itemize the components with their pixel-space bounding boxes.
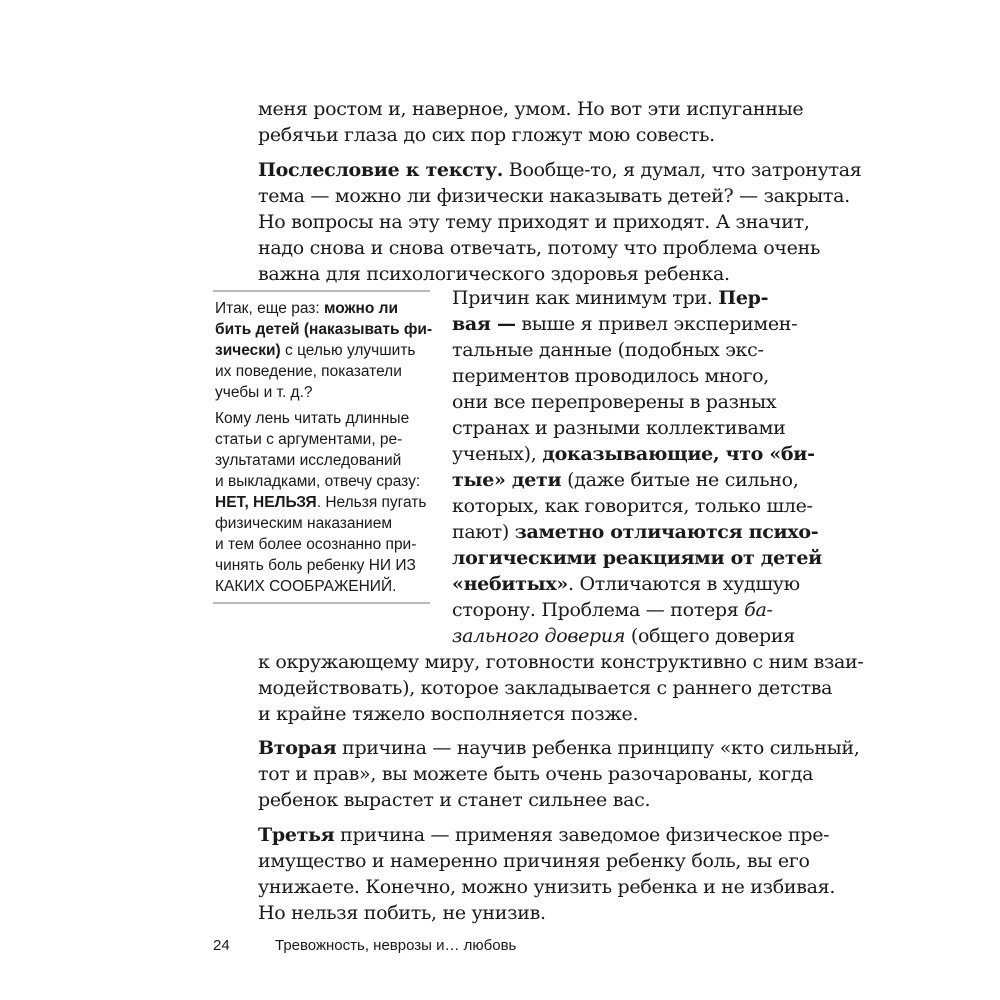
sidebar-top-rule: [213, 290, 430, 292]
column-text: . Отличаются в худшую: [567, 573, 800, 595]
sidebar-line: зультатами исследований: [215, 452, 402, 469]
sidebar-line: физическим наказанием: [215, 515, 392, 532]
body-line: Но вопросы на эту тему приходят и приходят. А значит,: [258, 211, 810, 233]
column-line: странах и разными коллективами: [452, 417, 786, 439]
body-line: и крайне тяжело восполняется позже.: [258, 703, 639, 725]
column-text: (общего доверия: [625, 625, 795, 647]
column-line: [452, 623, 795, 649]
sidebar-line: учебы и т. д.?: [215, 384, 313, 401]
sidebar-line: статьи с аргументами, ре-: [215, 431, 403, 448]
column-text: (даже битые не сильно,: [561, 469, 799, 491]
column-line: [452, 285, 768, 311]
body-line: ребячьи глаза до сих пор гложут мою совесть.: [258, 124, 715, 146]
column-bold: Пер-: [718, 287, 769, 309]
sidebar-line: и тем более осознанно при-: [215, 536, 417, 553]
sidebar-text: с целью улучшить: [280, 342, 416, 359]
sidebar-bold: зически): [215, 342, 281, 359]
column-line: [452, 597, 773, 623]
running-title: Тревожность, неврозы и… любовь: [275, 937, 517, 954]
sidebar-line: КАКИХ СООБРАЖЕНИЙ.: [215, 578, 397, 595]
sidebar-line: их поведение, показатели: [215, 363, 402, 380]
body-line: меня ростом и, наверное, умом. Но вот эти испуганные: [258, 98, 804, 120]
sidebar-text: Итак, еще раз:: [215, 300, 324, 317]
sidebar-text: . Нельзя пугать: [316, 494, 427, 511]
sidebar-bold: можно ли: [324, 300, 399, 317]
third-reason-text: причина — применяя заведомое физическое пре-: [334, 824, 830, 846]
column-line: [452, 311, 797, 337]
column-text: ученых),: [452, 443, 543, 465]
body-line: имущество и намеренно причиняя ребенку боль, вы его: [258, 850, 810, 872]
column-bold: заметно отличаются психо-: [514, 521, 819, 543]
body-line: к окружающему миру, готовности конструктивно с ним взаи-: [258, 651, 864, 673]
body-line: тема — можно ли физически наказывать детей? — закрыта.: [258, 185, 850, 207]
column-line: они все перепроверены в разных: [452, 391, 777, 413]
column-text: выше я привел эксперимен-: [515, 313, 798, 335]
sidebar-bold: НЕТ, НЕЛЬЗЯ: [215, 494, 317, 511]
column-bold: тые» дети: [452, 469, 562, 491]
sidebar-line: и выкладками, отвечу сразу:: [215, 473, 421, 490]
column-bold: вая —: [452, 313, 516, 335]
body-line: надо снова и снова отвечать, потому что проблема очень: [258, 237, 821, 259]
second-reason-label: Вторая: [258, 737, 337, 759]
column-line: которых, как говорится, только шле-: [452, 495, 813, 517]
third-reason-first-line: [258, 822, 829, 848]
column-text: пают): [452, 521, 515, 543]
column-bold: доказывающие, что «би-: [542, 443, 815, 465]
column-line: [452, 571, 800, 597]
third-reason-label: Третья: [258, 824, 335, 846]
page-number: 24: [213, 937, 230, 954]
column-line: тальные данные (подобных экс-: [452, 339, 764, 361]
column-italic: ба-: [744, 599, 773, 621]
column-text: Причин как минимум три.: [452, 287, 719, 309]
sidebar-line: бить детей (наказывать фи-: [215, 321, 433, 338]
afterword-label: Послесловие к тексту.: [258, 159, 504, 181]
sidebar-line: [215, 341, 416, 362]
column-text: сторону. Проблема — потеря: [452, 599, 745, 621]
sidebar-line: [215, 493, 426, 514]
column-line: [452, 519, 818, 545]
body-line: унижаете. Конечно, можно унизить ребенка и не избивая.: [258, 876, 836, 898]
column-line: [452, 441, 815, 467]
body-line: важна для психологического здоровья ребенка.: [258, 263, 730, 285]
column-line: [452, 467, 799, 493]
body-line: ребенок вырастет и станет сильнее вас.: [258, 789, 651, 811]
second-reason-first-line: [258, 735, 860, 761]
sidebar-line: чинять боль ребенку НИ ИЗ: [215, 557, 416, 574]
column-line: периментов проводилось много,: [452, 365, 770, 387]
sidebar-line: Кому лень читать длинные: [215, 410, 410, 427]
body-line: модействовать), которое закладывается с раннего детства: [258, 677, 833, 699]
column-bold: «небитых»: [452, 573, 568, 595]
body-line: Но нельзя побить, не унизив.: [258, 902, 546, 924]
column-italic: зального доверия: [452, 625, 626, 647]
afterword-first-line: [258, 157, 861, 183]
column-line: логическими реакциями от детей: [452, 547, 822, 569]
afterword-text: Вообще-то, я думал, что затронутая: [503, 159, 862, 181]
sidebar-line: [215, 299, 398, 320]
sidebar-bottom-rule: [213, 602, 430, 604]
body-line: тот и прав», вы можете быть очень разочарованы, когда: [258, 763, 814, 785]
second-reason-text: причина — научив ребенка принципу «кто сильный,: [336, 737, 860, 759]
